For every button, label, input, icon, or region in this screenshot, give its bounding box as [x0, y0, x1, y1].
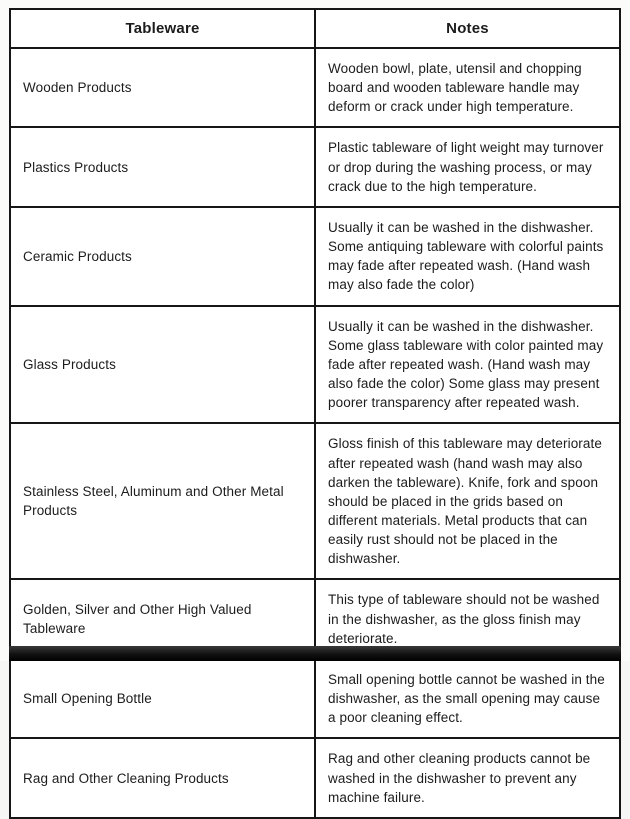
table-row	[10, 127, 620, 206]
tableware-notes-table	[9, 8, 621, 819]
header-notes: Notes	[315, 9, 620, 48]
cell-notes: Usually it can be washed in the dishwasher. Some antiquing tableware with colorful paints may fade after repeated wash. (Hand wash may also fade the color)	[315, 207, 620, 306]
cell-tableware: Rag and Other Cleaning Products	[10, 738, 315, 817]
cell-notes: Small opening bottle cannot be washed in the dishwasher, as the small opening may cause a poor cleaning effect.	[315, 659, 620, 738]
table-row	[10, 659, 620, 738]
header-tableware: Tableware	[10, 9, 315, 48]
table-row	[10, 207, 620, 306]
table-row	[10, 738, 620, 817]
cell-tableware: Stainless Steel, Aluminum and Other Metal Products	[10, 423, 315, 579]
cell-notes: Usually it can be washed in the dishwasher. Some glass tableware with color painted may fade after repeated wash. (Hand wash may also fade the color) Some glass may present poorer transparency after repeated wash.	[315, 306, 620, 424]
table-row	[10, 423, 620, 579]
cell-tableware: Wooden Products	[10, 48, 315, 127]
table-row	[10, 306, 620, 424]
cell-tableware: Glass Products	[10, 306, 315, 424]
cell-notes: Rag and other cleaning products cannot be washed in the dishwasher to prevent any machine failure.	[315, 738, 620, 817]
cell-notes: This type of tableware should not be washed in the dishwasher, as the gloss finish may deteriorate.	[315, 579, 620, 658]
cell-notes: Wooden bowl, plate, utensil and chopping board and wooden tableware handle may deform or crack under high temperature.	[315, 48, 620, 127]
cell-tableware: Plastics Products	[10, 127, 315, 206]
cell-notes: Plastic tableware of light weight may turnover or drop during the washing process, or may crack due to the high temperature.	[315, 127, 620, 206]
cell-tableware: Ceramic Products	[10, 207, 315, 306]
cell-tableware: Small Opening Bottle	[10, 659, 315, 738]
table-header-row	[10, 9, 620, 48]
table-row	[10, 48, 620, 127]
cell-notes: Gloss finish of this tableware may deteriorate after repeated wash (hand wash may also darken the tableware). Knife, fork and spoon should be placed in the grids based on different materials. Metal products that can easily rust should not be placed in the dishwasher.	[315, 423, 620, 579]
bottom-dark-strip	[9, 646, 621, 661]
cell-tableware: Golden, Silver and Other High Valued Tableware	[10, 579, 315, 658]
